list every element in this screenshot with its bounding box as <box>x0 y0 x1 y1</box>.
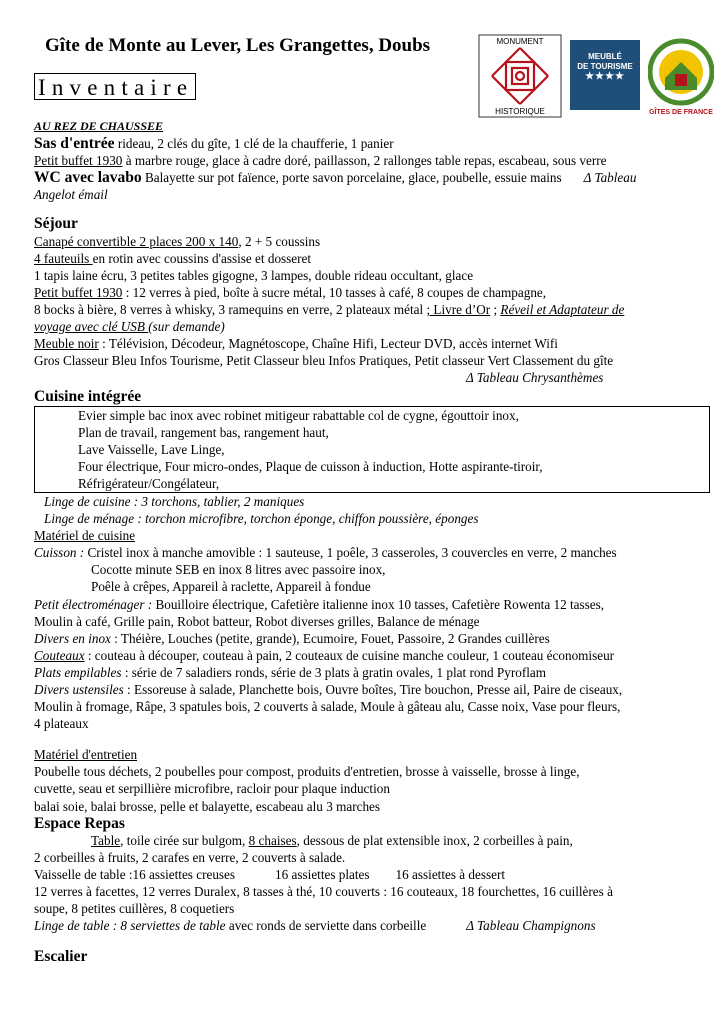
canape-label: Canapé convertible 2 places 200 x 140 <box>34 233 239 249</box>
ustensiles-label: Divers ustensiles <box>34 682 124 697</box>
chaises: 8 chaises <box>248 832 297 848</box>
verres-text: 12 verres à facettes, 12 verres Duralex, 8 tasses à thé, 10 couverts : 16 couteaux, 18 fourchettes, 16 cuillères à <box>34 884 613 900</box>
repas-title: Espace Repas <box>34 814 125 832</box>
monument-bottom-text: HISTORIQUE <box>495 107 545 116</box>
kitchen-line: Four électrique, Four micro-ondes, Plaque de cuisson à induction, Hotte aspirante-tiroir, <box>78 458 543 474</box>
kitchen-line: Plan de travail, rangement bas, rangement haut, <box>78 424 329 440</box>
fauteuils-text: en rotin avec coussins d'assise et dosseret <box>92 250 312 266</box>
meuble-line2: DE TOURISME <box>577 62 633 71</box>
sejour-buffet-text: : 12 verres à pied, boîte à sucre métal, 10 tasses à café, 8 coupes de champagne, <box>122 284 547 300</box>
vaisselle-3: 16 assiettes à dessert <box>395 866 506 882</box>
plats-label: Plats empilables <box>34 664 122 680</box>
meuble-noir-label: Meuble noir <box>34 336 99 352</box>
entretien-3: balai soie, balai brosse, pelle et balayette, escabeau alu 3 marches <box>34 798 381 814</box>
wc-title: WC avec lavabo <box>34 169 142 187</box>
sejour-buffet-label: Petit buffet 1930 <box>34 284 123 300</box>
gites-de-france-logo <box>648 38 714 118</box>
meuble-line1: MEUBLÉ <box>588 52 622 61</box>
buffet-text: à marbre rouge, glace à cadre doré, paillasson, 2 rallonges table repas, escabeau, sous verre <box>122 153 607 169</box>
ustensiles-text: : Essoreuse à salade, Planchette bois, Ouvre boîtes, Tire bouchon, Presse ail, Paire de ciseaux, <box>123 682 623 697</box>
classeur-text: Gros Classeur Bleu Infos Tourisme, Petit Classeur bleu Infos Pratiques, Petit classeur Vert Classement du gîte <box>34 353 614 369</box>
wc-note: Δ Tableau <box>583 170 637 186</box>
sep: ; <box>490 301 501 317</box>
entretien-1: Poubelle tous déchets, 2 poubelles pour compost, produits d'entretien, brosse à vaisselle, brosse à linge, <box>34 764 580 780</box>
linge-table-label: Linge de table : 8 serviettes de table <box>34 918 226 934</box>
inventory-document <box>34 117 702 965</box>
electro-label: Petit électroménager : <box>34 596 153 612</box>
couteaux-label: Couteaux <box>34 647 85 663</box>
ustensiles-text3: 4 plateaux <box>34 716 89 732</box>
monument-historique-logo <box>478 34 562 118</box>
table-label: Table <box>91 832 121 848</box>
electro-text: Bouilloire électrique, Cafetière italienne inox 10 tasses, Cafetière Rowenta 12 tasses, <box>152 596 605 612</box>
wc-text: Balayette sur pot faïence, porte savon porcelaine, glace, poubelle, essuie mains <box>141 170 562 186</box>
rdc-heading: AU REZ DE CHAUSSEE <box>34 119 164 133</box>
sas-text: rideau, 2 clés du gîte, 1 clé de la chaufferie, 1 panier <box>114 136 394 152</box>
inox-text: : Théière, Louches (petite, grande), Ecumoire, Fouet, Passoire, 2 Grandes cuillères <box>110 630 550 646</box>
table-text: , toile cirée sur bulgom, <box>120 832 249 848</box>
fauteuils-label: 4 fauteuils <box>34 250 93 266</box>
linge-menage: Linge de ménage : torchon microfibre, torchon éponge, chiffon poussière, éponges <box>44 511 479 527</box>
meuble-stars: ★★★★ <box>585 71 625 82</box>
cuisson-text: Cristel inox à manche amovible : 1 sauteuse, 1 poêle, 3 casseroles, 3 couvercles en verre, 2 manches <box>84 545 617 561</box>
kitchen-equipment-box <box>34 406 710 493</box>
couteaux-text: : couteau à découper, couteau à pain, 2 couteaux de cuisine manche couleur, 1 couteau économiseur <box>84 647 615 663</box>
cocotte-text: Cocotte minute SEB en inox 8 litres avec passoire inox, <box>91 562 386 578</box>
document-title: Gîte de Monte au Lever, Les Grangettes, Doubs <box>45 35 431 56</box>
kitchen-line: Lave Vaisselle, Lave Linge, <box>78 441 225 457</box>
wc-note-2: Angelot émail <box>34 187 108 203</box>
meuble-de-tourisme-logo <box>570 40 640 110</box>
kitchen-line: Réfrigérateur/Congélateur, <box>78 475 220 491</box>
escalier-title: Escalier <box>34 948 88 966</box>
meuble-noir-text: : Télévision, Décodeur, Magnétoscope, Chaîne Hifi, Lecteur DVD, accès internet Wifi <box>98 336 558 352</box>
plats-text: : série de 7 saladiers ronds, série de 3 plats à gratin ovales, 1 plat rond Pyroflam <box>121 664 546 680</box>
buffet-label: Petit buffet 1930 <box>34 153 123 169</box>
sas-title: Sas d'entrée <box>34 135 115 153</box>
canape-text: , 2 + 5 coussins <box>238 233 321 249</box>
materiel-cuisine-label: Matériel de cuisine <box>34 528 136 544</box>
livre-dor: ; Livre d’Or <box>426 301 491 317</box>
reveil-adaptateur: Réveil et Adaptateur de <box>500 301 625 317</box>
monument-top-text: MONUMENT <box>496 37 544 46</box>
vaisselle-1: Vaisselle de table :16 assiettes creuses <box>34 866 236 882</box>
linge-cuisine: Linge de cuisine : 3 torchons, tablier, 2 maniques <box>44 493 305 509</box>
electro-text2: Moulin à café, Grille pain, Robot batteur, Robot diverses grilles, Balance de ménage <box>34 613 480 629</box>
table-text2: , dessous de plat extensible inox, 2 corbeilles à pain, <box>296 832 573 848</box>
linge-table-text: avec ronds de serviette dans corbeille <box>225 918 427 934</box>
tableau-champignons: Δ Tableau Champignons <box>466 918 596 934</box>
sur-demande: (sur demande) <box>148 319 225 335</box>
poele-text: Poêle à crêpes, Appareil à raclette, Appareil à fondue <box>91 579 371 595</box>
kitchen-line: Evier simple bac inox avec robinet mitigeur rabattable col de cygne, égouttoir inox, <box>78 407 519 423</box>
tapis-text: 1 tapis laine écru, 3 petites tables gigogne, 3 lampes, double rideau occultant, glace <box>34 267 474 283</box>
cuisine-title: Cuisine intégrée <box>34 388 142 406</box>
sejour-buffet-text2: 8 bocks à bière, 8 verres à whisky, 3 ramequins en verre, 2 plateaux métal <box>34 301 427 317</box>
tableau-chrysanthemes: Δ Tableau Chrysanthèmes <box>466 370 604 386</box>
gites-text: GÎTES DE FRANCE <box>649 109 713 116</box>
vaisselle-2: 16 assiettes plates <box>275 866 370 882</box>
sejour-title: Séjour <box>34 215 78 233</box>
voyage-usb: voyage avec clé USB <box>34 319 149 335</box>
entretien-2: cuvette, seau et serpillière microfibre, racloir pour plaque induction <box>34 781 390 797</box>
soupe-text: soupe, 8 petites cuillères, 8 coquetiers <box>34 901 235 917</box>
inventory-title: Inventaire <box>34 73 196 100</box>
entretien-label: Matériel d'entretien <box>34 747 138 763</box>
repas-line2: 2 corbeilles à fruits, 2 carafes en verre, 2 couverts à salade. <box>34 849 346 865</box>
ustensiles-text2: Moulin à fromage, Râpe, 3 spatules bois, 2 couverts à salade, Moule à gâteau alu, Casse noix, Vase pour fleurs, <box>34 699 621 715</box>
inox-label: Divers en inox <box>34 630 111 646</box>
cuisson-label: Cuisson : <box>34 545 85 561</box>
